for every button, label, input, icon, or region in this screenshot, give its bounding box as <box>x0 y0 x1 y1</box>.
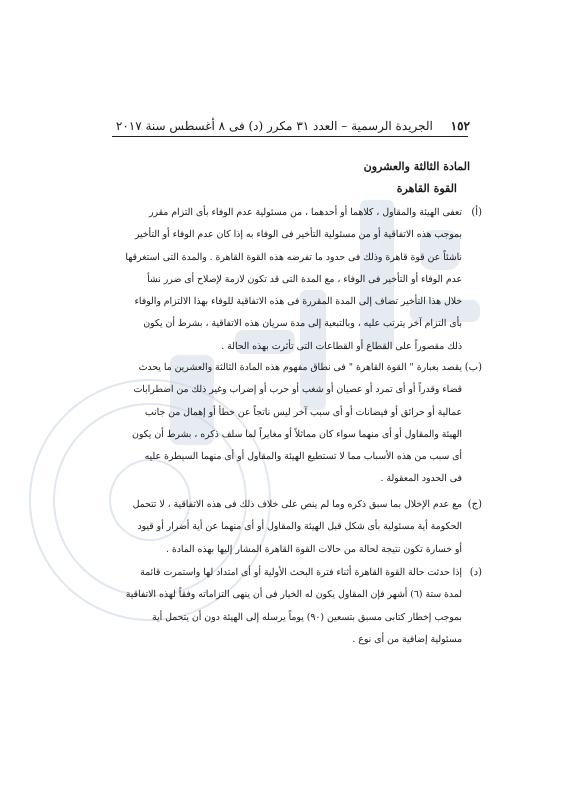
page-header <box>115 118 470 134</box>
text-line: الحكومة أية مسئولية بأى شكل قبل الهيئة والمقاول أو أى منهما عن أية أضرار أو قيود <box>137 521 462 533</box>
article-title: المادة الثالثة والعشرون <box>363 160 470 173</box>
article-subtitle: القوة القاهرة <box>396 182 457 195</box>
text-line: بأى التزام آخر يترتب عليه ، وبالتبعية إلى مدة سريان هذه الاتفاقية ، بشرط أن يكون <box>143 318 462 330</box>
text-line: أو خسارة تكون نتيجة لحالة من حالات القوة القاهرة المشار إليها بهذه المادة . <box>165 543 462 555</box>
clause-b <box>110 357 482 491</box>
clause-c <box>110 494 482 561</box>
gazette-header-text: الجريدة الرسمية – العدد ٣١ مكرر (د) فى ٨ أغسطس سنة ٢٠١٧ <box>115 119 433 133</box>
text-line: يقصد بعبارة " القوة القاهرة " فى نطاق مفهوم هذه المادة الثالثة والعشرين ما يحدث <box>138 362 462 373</box>
clause-a <box>110 202 482 358</box>
text-line: أى سبب من هذه الأسباب مما لا تستطيع الهيئة والمقاول أو أى منهما السيطرة عليه <box>144 451 462 463</box>
clause-marker: (أ) <box>471 207 482 218</box>
text-line: الهيئة والمقاول أو أى منهما سواء كان مماثلاً أو مغايراً لما سلف ذكره ، بشرط أن يكون <box>132 428 462 440</box>
clause-marker: (ب) <box>464 362 482 373</box>
text-line: إذا حدثت حالة القوة القاهرة أثناء فترة البحث الأولية أو أى امتداد لها واستمرت قائمة <box>140 567 462 578</box>
clause-d <box>110 562 482 651</box>
text-line: بموجب إخطار كتابى مسبق بتسعين (٩٠) يوماً يرسله إلى الهيئة دون أن يتحمل أية <box>152 611 462 623</box>
text-line: عدم الوفاء أو التأخير فى الوفاء ، مع المدة التى قد تكون لازمة لإصلاح أى ضرر نشأ <box>147 273 462 285</box>
text-line: عمالية أو حرائق أو فيضانات أو أى سبب آخر ليس ناتجاً عن خطأ أو إهمال من جانب <box>144 406 462 418</box>
text-line: فى الحدود المعقولة . <box>380 473 462 485</box>
text-line: بموجب هذه الاتفاقية أو من مسئولية التأخير فى الوفاء به إذا كان عدم الوفاء أو التأخير <box>134 229 462 241</box>
text-line: مع عدم الإخلال بما سبق ذكره وما لم ينص على خلاف ذلك فى هذه الاتفاقية ، لا تتحمل <box>132 499 462 510</box>
text-line: تعفى الهيئة والمقاول ، كلاهما أو أحدهما ، من مسئولية عدم الوفاء بأى التزام مقرر <box>148 207 462 218</box>
text-line: ذلك مقصوراً على القطاع أو القطاعات التى تأثرت بهذه الحالة . <box>221 340 462 352</box>
header-rule <box>112 136 468 137</box>
clause-marker: (ج) <box>467 499 482 510</box>
text-line: خلال هذا التأخير تضاف إلى المدة المقررة فى هذه الاتفاقية للوفاء بهذا الالتزام والوفاء <box>134 296 462 308</box>
clause-marker: (د) <box>469 567 482 578</box>
page-number: ١٥٢ <box>450 119 470 133</box>
text-line: ناشئاً عن قوة قاهرة وذلك فى حدود ما تفرضه هذه القوة القاهرة . والمدة التى استغرقها <box>125 251 462 263</box>
text-line: لمدة ستة (٦) أشهر فإن المقاول يكون له الخيار فى أن ينهى التزاماته وفقاً لهذه الاتفاقية <box>125 589 462 601</box>
text-line: مسئولية إضافية من أى نوع . <box>352 633 462 645</box>
text-line: قضاء وقدراً أو أى تمرد أو عصيان أو شغب أو حرب أو إضراب وغير ذلك من اضطرابات <box>133 384 462 396</box>
